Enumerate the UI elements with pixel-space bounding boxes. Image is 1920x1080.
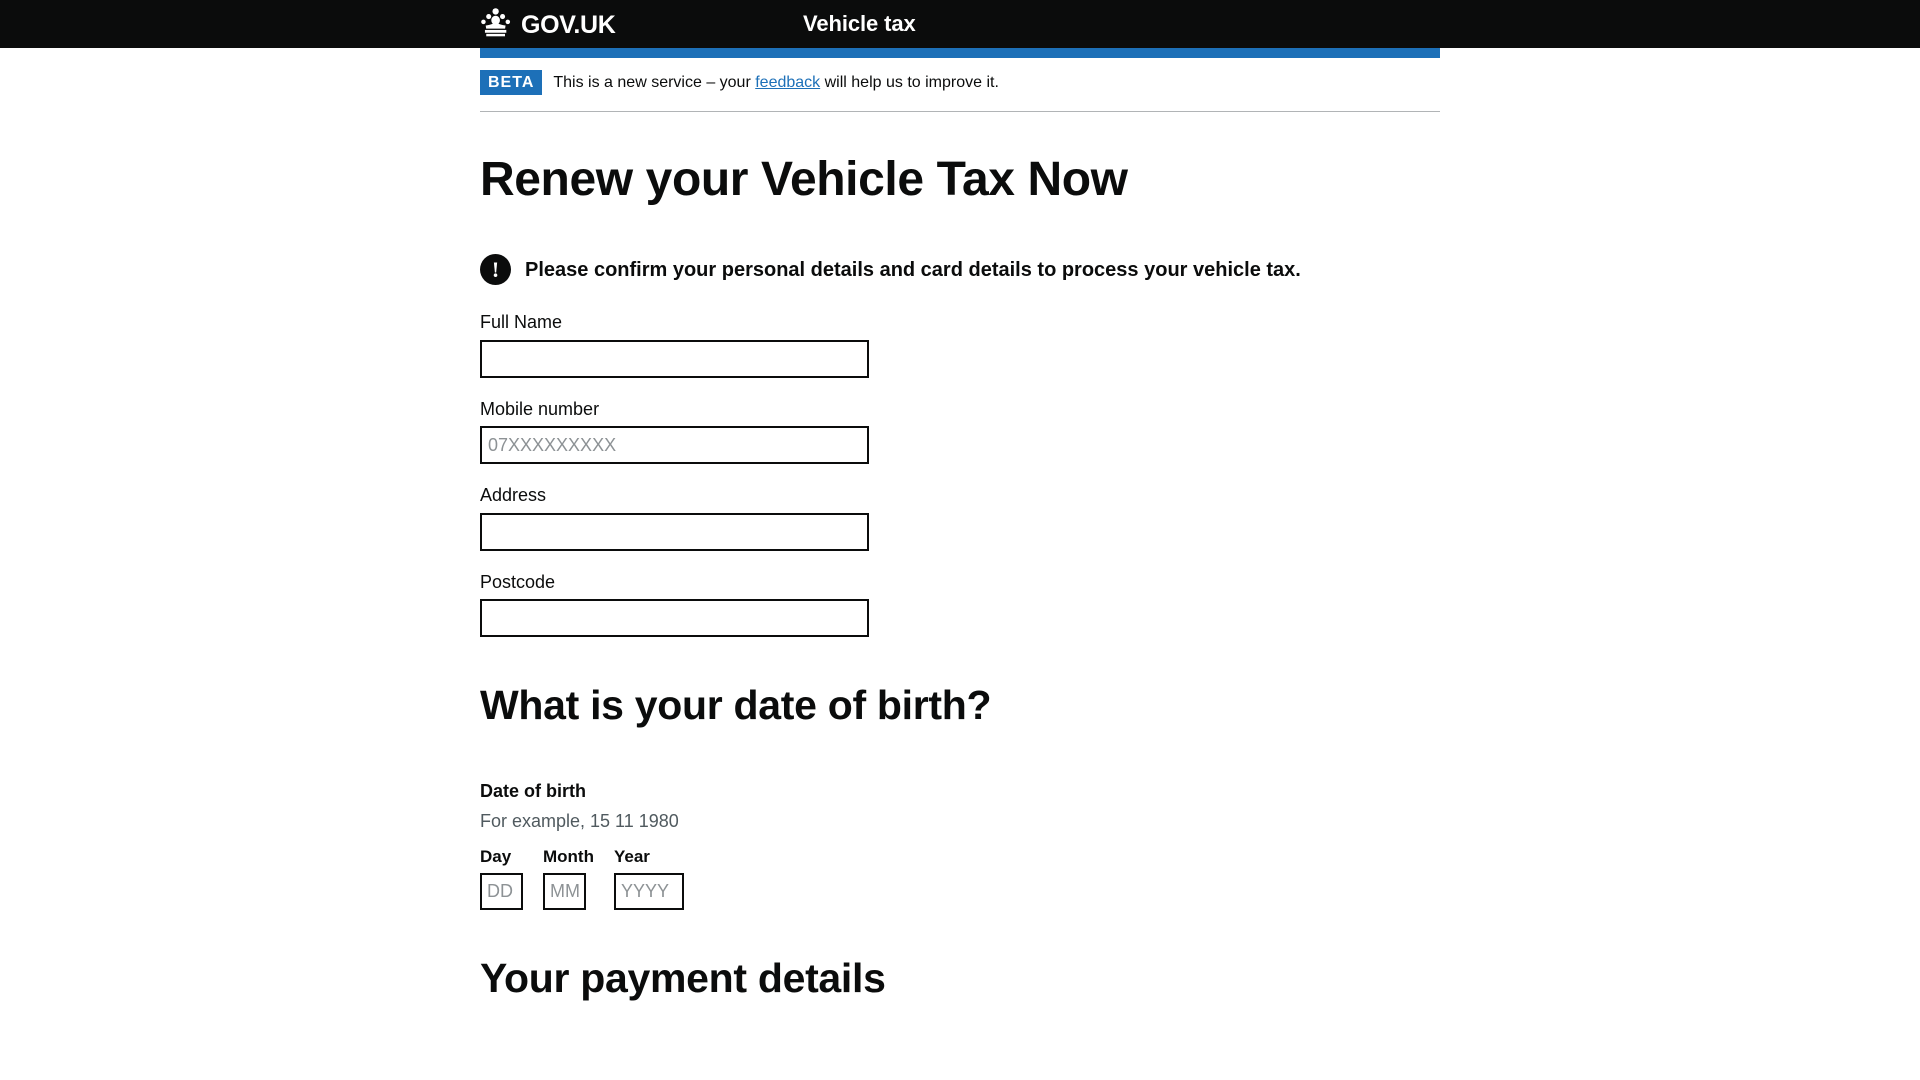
phase-text-before: This is a new service – your xyxy=(553,74,756,91)
header-inner xyxy=(0,0,1920,48)
date-input-group xyxy=(480,847,1440,909)
dob-day-input[interactable] xyxy=(480,873,523,910)
postcode-input[interactable] xyxy=(480,599,869,637)
dob-month-input[interactable] xyxy=(543,873,586,910)
full-name-input[interactable] xyxy=(480,340,869,378)
phase-banner xyxy=(480,58,1440,112)
date-item-year xyxy=(614,847,684,909)
govuk-header xyxy=(0,0,1920,48)
dob-year-label: Year xyxy=(613,847,650,867)
warning-message: Please confirm your personal details and card details to process your vehicle tax. xyxy=(525,258,1301,281)
dob-hint: For example, 15 11 1980 xyxy=(480,810,679,831)
feedback-link[interactable]: feedback xyxy=(755,74,821,91)
form-group-mobile-number xyxy=(480,398,1440,465)
main-content xyxy=(480,154,1440,1001)
blue-accent-bar xyxy=(480,48,1440,58)
govuk-logo-link[interactable] xyxy=(478,8,616,43)
dob-section-heading: What is your date of birth? xyxy=(480,682,992,729)
warning-text xyxy=(480,254,1440,285)
dob-legend: Date of birth xyxy=(480,781,586,802)
form-group-full-name xyxy=(480,311,1440,378)
address-label: Address xyxy=(480,485,547,506)
form-group-postcode xyxy=(480,571,1440,638)
date-item-month xyxy=(543,847,594,909)
page-width-container xyxy=(480,58,1440,1001)
phase-text-after: will help us to improve it. xyxy=(820,74,999,91)
payment-section-heading: Your payment details xyxy=(480,954,886,1001)
exclamation-icon: ! xyxy=(480,254,511,285)
dob-day-label: Day xyxy=(480,847,512,867)
crown-icon xyxy=(478,8,514,43)
dob-month-label: Month xyxy=(543,847,594,867)
dob-year-input[interactable] xyxy=(614,873,684,910)
full-name-label: Full Name xyxy=(480,312,563,333)
postcode-label: Postcode xyxy=(480,571,556,592)
date-of-birth-fieldset xyxy=(480,780,1440,909)
phase-banner-text xyxy=(553,70,999,94)
service-name-link[interactable]: Vehicle tax xyxy=(803,11,916,36)
form-group-address xyxy=(480,484,1440,551)
mobile-number-label: Mobile number xyxy=(480,398,600,419)
beta-tag: BETA xyxy=(480,70,542,95)
address-input[interactable] xyxy=(480,513,869,551)
date-item-day xyxy=(480,847,523,909)
govuk-logo-text: GOV.UK xyxy=(521,11,616,39)
mobile-number-input[interactable] xyxy=(480,426,869,464)
page-title: Renew your Vehicle Tax Now xyxy=(480,153,1128,206)
